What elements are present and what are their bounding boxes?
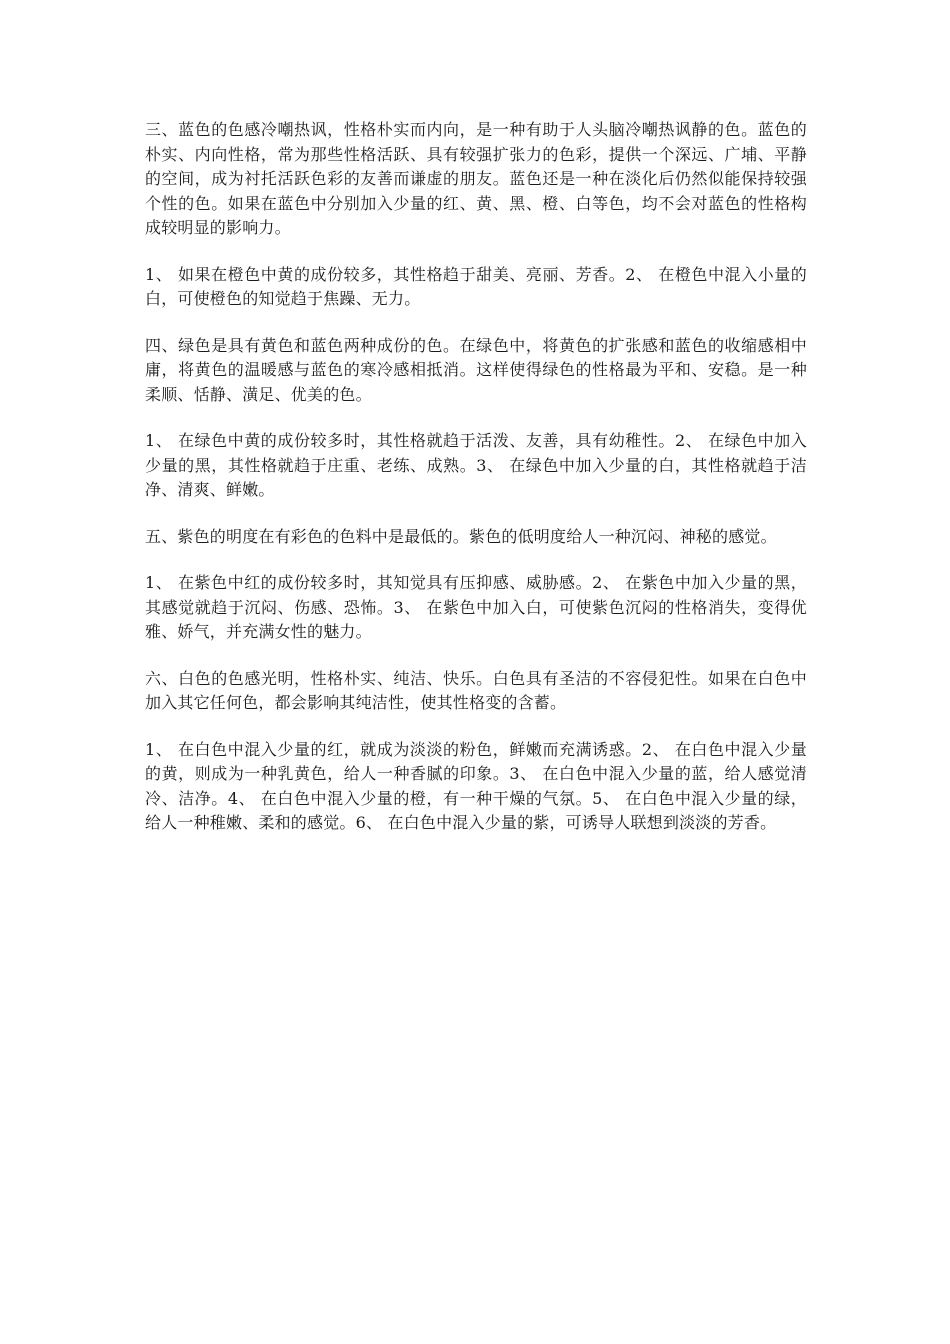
paragraph-white-color: 六、白色的色感光明，性格朴实、纯洁、快乐。白色具有圣洁的不容侵犯性。如果在白色中加入其它任何色，都会影响其纯洁性，使其性格变的含蓄。: [145, 668, 807, 712]
paragraph-purple-notes: 1、 在紫色中红的成份较多时，其知觉具有压抑感、威胁感。2、 在紫色中加入少量的黑，其感觉就趋于沉闷、伤感、恐怖。3、 在紫色中加入白，可使紫色沉闷的性格消失，变得优雅、娇气，并充满女性的魅力。: [145, 573, 807, 641]
paragraph-blue-color: 三、蓝色的色感冷嘲热讽，性格朴实而内向，是一种有助于人头脑冷嘲热讽静的色。蓝色的朴实、内向性格，常为那些性格活跃、具有较强扩张力的色彩，提供一个深远、广埔、平静的空间，成为衬托活跃色彩的友善而谦虚的朋友。蓝色还是一种在淡化后仍然似能保持较强个性的色。如果在蓝色中分别加入少量的红、黄、黑、橙、白等色，均不会对蓝色的性格构成较明显的影响力。: [145, 120, 807, 237]
document-body: [145, 118, 807, 858]
paragraph-purple-color: 五、紫色的明度在有彩色的色料中是最低的。紫色的低明度给人一种沉闷、神秘的感觉。: [145, 526, 777, 546]
paragraph-green-color: 四、绿色是具有黄色和蓝色两种成份的色。在绿色中，将黄色的扩张感和蓝色的收缩感相中庸，将黄色的温暖感与蓝色的寒冷感相抵消。这样使得绿色的性格最为平和、安稳。是一种柔顺、恬静、潢足、优美的色。: [145, 335, 807, 404]
paragraph-orange-notes: 1、 如果在橙色中黄的成份较多，其性格趋于甜美、亮丽、芳香。2、 在橙色中混入小量的白，可使橙色的知觉趋于焦躁、无力。: [145, 264, 807, 308]
paragraph-green-notes: 1、 在绿色中黄的成份较多时，其性格就趋于活泼、友善，具有幼稚性。2、 在绿色中加入少量的黑，其性格就趋于庄重、老练、成熟。3、 在绿色中加入少量的白，其性格就趋于洁净、清爽、鲜嫩。: [145, 431, 807, 499]
paragraph-white-notes: 1、 在白色中混入少量的红，就成为淡淡的粉色，鲜嫩而充满诱惑。2、 在白色中混入少量的黄，则成为一种乳黄色，给人一种香腻的印象。3、 在白色中混入少量的蓝，给人感觉清冷、洁净。4、 在白色中混入少量的橙，有一种干燥的气氛。5、 在白色中混入少量的绿，给人一种稚嫩、柔和的感觉。6、 在白色中混入少量的紫，可诱导人联想到淡淡的芳香。: [145, 739, 807, 832]
